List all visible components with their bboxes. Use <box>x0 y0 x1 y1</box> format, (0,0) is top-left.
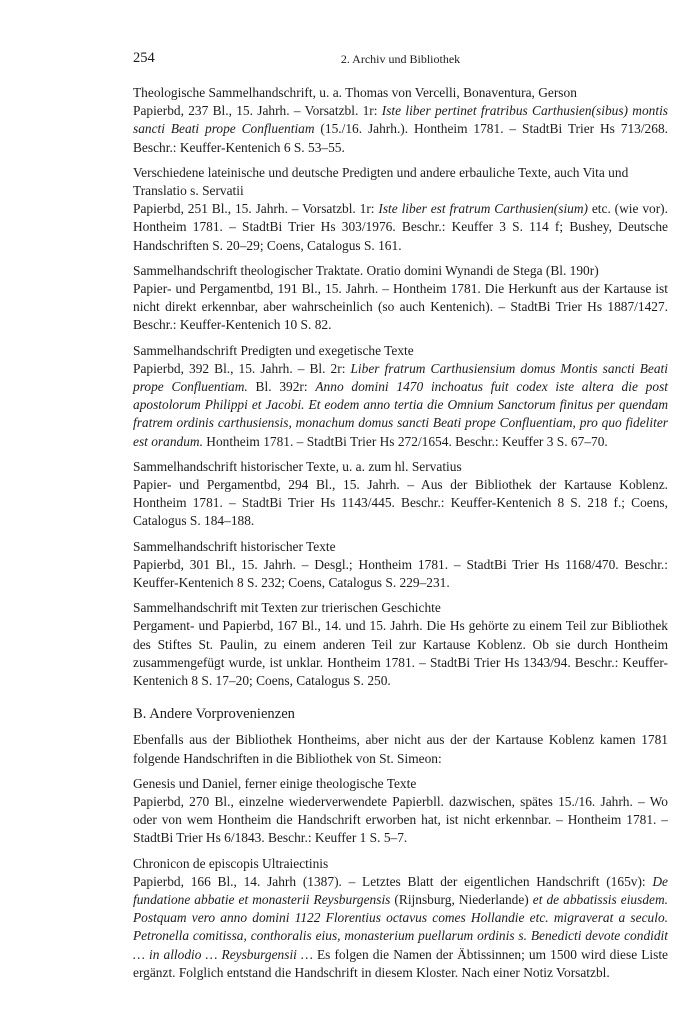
italic-quotation: et de abbatissis eiusdem. Postquam vero anno domini 1122 Florentius octavus comes Hollandie etc. migraverat a seculo. Petronella comitissa, conthoralis eius, monasterium puellarum ordinis s. Benedicti devote condidit … in allodio … Reysburgensii … <box>133 891 668 962</box>
description-text: Hontheim 1781. – StadtBi Trier Hs 272/1654. Beschr.: Keuffer 3 S. 67–70. <box>202 433 608 449</box>
entry-description <box>133 617 668 690</box>
entry-title: Verschiedene lateinische und deutsche Predigten und andere erbauliche Texte, auch Vita und Translatio s. Servatii <box>133 164 629 199</box>
entry-description <box>133 476 668 531</box>
description-text: Papierbd, 251 Bl., 15. Jahrh. – Vorsatzbl. 1r: <box>133 201 379 217</box>
entry-title: Sammelhandschrift mit Texten zur trierischen Geschichte <box>133 600 441 616</box>
italic-quotation: Iste liber est fratrum Carthusien(sium) <box>378 201 588 217</box>
entry-description <box>133 793 668 848</box>
page-number: 254 <box>133 50 155 66</box>
catalog-entry <box>133 458 668 531</box>
entry-description <box>133 102 668 157</box>
page-header <box>133 50 668 74</box>
entry-title: Sammelhandschrift theologischer Traktate. Oratio domini Wynandi de Stega (Bl. 190r) <box>133 262 599 278</box>
italic-quotation: Liber fratrum Carthusiensium domus Montis sancti Beati prope Confluentiam. <box>133 360 668 395</box>
description-text: Papierbd, 166 Bl., 14. Jahrh (1387). – Letztes Blatt der eigentlichen Handschrift (165v): <box>133 873 653 889</box>
italic-quotation: Anno domini 1470 inchoatus fuit codex iste altera die post apostolorum Philippi et Jacobi. Et eodem anno tertia die Omnium Sanctorum finitus per quendam fratrem ordinis carthusiensis, monachum domus sancti Beati prope Confluentiam, pro quo fideliter est orandum. <box>133 379 668 449</box>
description-text: Papierbd, 392 Bl., 15. Jahrh. – Bl. 2r: <box>133 360 351 376</box>
description-text: Papierbd, 270 Bl., einzelne wiederverwendete Papierbll. dazwischen, spätes 15./16. Jahrh. – Wo oder von wem Hontheim die Handschrift erworben hat, ist nicht erkennbar. – Hontheim 1781. – StadtBi Trier Hs 6/1843. Beschr.: Keuffer 1 S. 5–7. <box>133 793 668 846</box>
entry-title: Genesis und Daniel, ferner einige theologische Texte <box>133 775 417 791</box>
entries-section-b <box>133 775 668 982</box>
catalog-entry <box>133 342 668 451</box>
entry-title: Sammelhandschrift historischer Texte <box>133 538 336 554</box>
entry-title: Sammelhandschrift Predigten und exegetische Texte <box>133 342 414 358</box>
description-text: Papier- und Pergamentbd, 294 Bl., 15. Jahrh. – Aus der Bibliothek der Kartause Koblenz. Hontheim 1781. – StadtBi Trier Hs 1143/445. Beschr.: Keuffer-Kentenich 8 S. 218 f.; Coens, Catalogus S. 184–188. <box>133 477 668 529</box>
entry-description <box>133 556 668 592</box>
description-text: (15./16. Jahrh.). Hontheim 1781. – StadtBi Trier Hs 713/268. Beschr.: Keuffer-Kentenich 6 S. 53–55. <box>133 121 668 155</box>
catalog-entry <box>133 775 668 848</box>
catalog-entry <box>133 262 668 335</box>
description-text: (Rijnsburg, Niederlande) <box>390 891 533 907</box>
description-text: Pergament- und Papierbd, 167 Bl., 14. und 15. Jahrh. Die Hs gehörte zu einem Teil zur Bibliothek des Stiftes St. Paulin, zu einem anderen Teil zur Kartause Koblenz. Ob sie durch Hontheim zusammengefügt wurde, ist unklar. Hontheim 1781. – StadtBi Trier Hs 1343/94. Beschr.: Keuffer-Kentenich 8 S. 17–20; Coens, Catalogus S. 250. <box>133 618 668 689</box>
description-text: Papier- und Pergamentbd, 191 Bl., 15. Jahrh. – Hontheim 1781. Die Herkunft aus der Kartause ist nicht direkt erkennbar, aber wahrscheinlich (so auch Kentenich). – StadtBi Trier Hs 1887/1427. Beschr.: Keuffer-Kentenich 10 S. 82. <box>133 281 668 333</box>
section-intro: Ebenfalls aus der Bibliothek Hontheims, aber nicht aus der der Kartause Koblenz kamen 1781 folgende Handschriften in die Bibliothek von St. Simeon: <box>133 732 668 766</box>
entry-description <box>133 280 668 335</box>
entry-title: Theologische Sammelhandschrift, u. a. Thomas von Vercelli, Bonaventura, Gerson <box>133 85 577 100</box>
running-head: 2. Archiv und Bibliothek <box>340 52 461 66</box>
italic-quotation: Iste liber pertinet fratribus Carthusien(sibus) montis sancti Beati prope Confluentiam <box>133 103 669 137</box>
description-text: etc. (wie vor). Hontheim 1781. – StadtBi Trier Hs 303/1976. Beschr.: Keuffer 3 S. 114 f; Bushey, Deutsche Handschriften S. 20–29; Coens, Catalogus S. 161. <box>133 201 668 253</box>
catalog-entry <box>133 84 668 157</box>
entry-description <box>133 200 668 255</box>
catalog-entry <box>133 599 668 690</box>
description-text: Papierbd, 237 Bl., 15. Jahrh. – Vorsatzbl. 1r: <box>133 103 382 119</box>
entry-description <box>133 360 668 451</box>
description-text: Papierbd, 301 Bl., 15. Jahrh. – Desgl.; Hontheim 1781. – StadtBi Trier Hs 1168/470. Beschr.: Keuffer-Kentenich 8 S. 232; Coens, Catalogus S. 229–231. <box>133 556 668 591</box>
catalog-entry <box>133 855 668 982</box>
page-content <box>133 84 668 982</box>
entry-title: Sammelhandschrift historischer Texte, u. a. zum hl. Servatius <box>133 458 462 474</box>
description-text: Es folgen die Namen der Äbtissinnen; um 1500 wird diese Liste ergänzt. Folglich entstand die Handschrift in diesem Kloster. Nach einer Notiz Vorsatzbl. <box>133 946 668 980</box>
catalog-entry <box>133 164 668 255</box>
entries-section-a <box>133 84 668 690</box>
description-text: Bl. 392r: <box>247 379 316 395</box>
entry-description <box>133 873 668 982</box>
italic-quotation: De fundatione abbatie et monasterii Reysburgensis <box>133 873 668 907</box>
document-page <box>133 50 668 989</box>
section-heading: B. Andere Vorprovenienzen <box>133 706 295 723</box>
entry-title: Chronicon de episcopis Ultraiectinis <box>133 855 329 871</box>
catalog-entry <box>133 538 668 593</box>
